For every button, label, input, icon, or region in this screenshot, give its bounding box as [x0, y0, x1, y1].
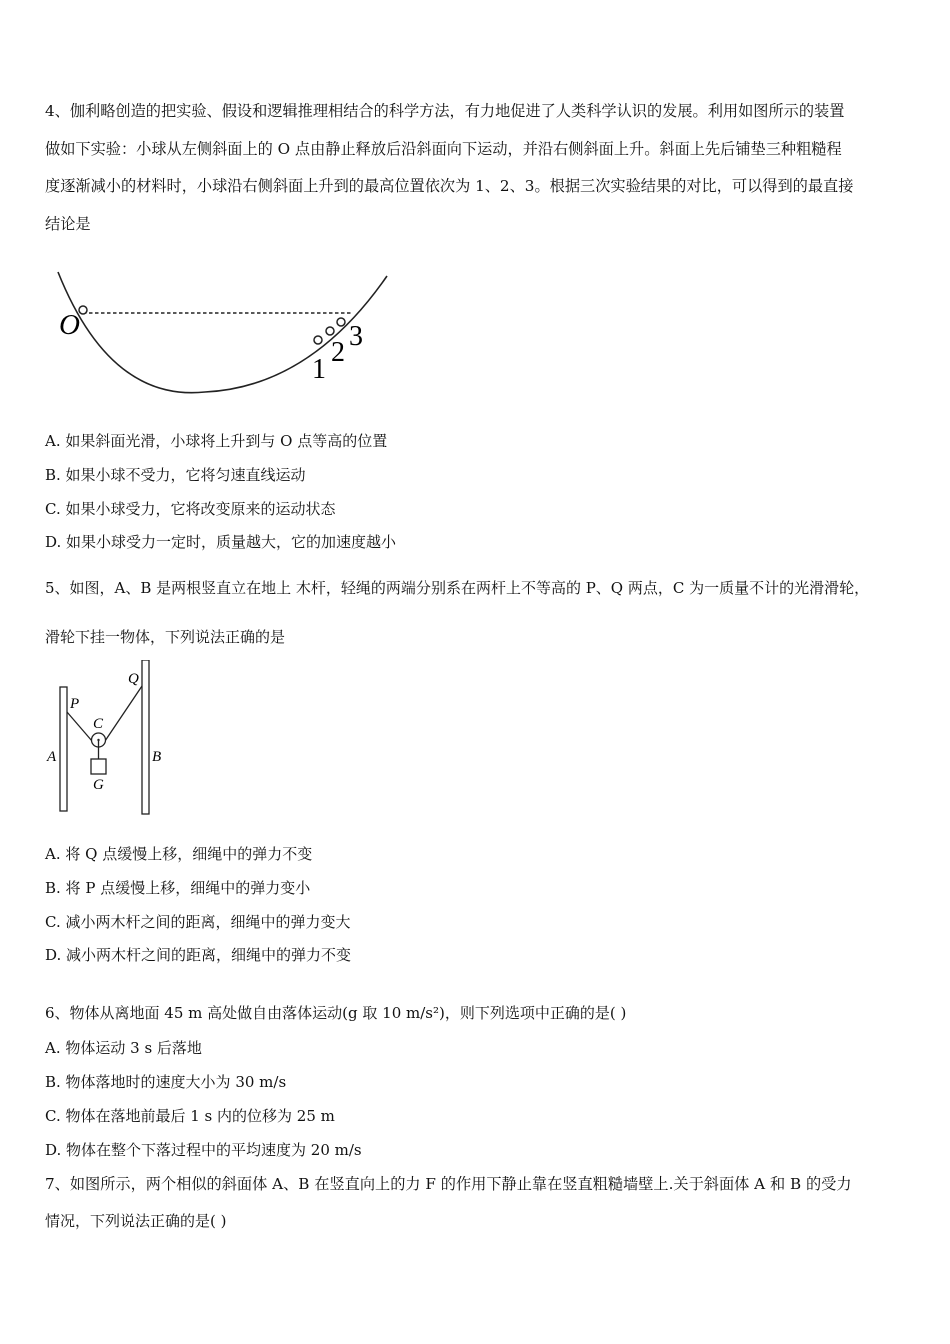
question-4-line-4: 结论是	[45, 214, 91, 233]
question-5-option-b: B. 将 P 点缓慢上移，细绳中的弹力变小	[45, 879, 311, 897]
question-5-option-d: D. 减小两木杆之间的距离，细绳中的弹力不变	[45, 946, 352, 964]
question-7-line-1: 7、如图所示，两个相似的斜面体 A、B 在竖直向上的力 F 的作用下静止靠在竖直粗糙墙壁上.关于斜面体 A 和 B 的受力	[45, 1175, 852, 1193]
question-6-option-d: D. 物体在整个下落过程中的平均速度为 20 m/s	[45, 1141, 362, 1159]
rope-C-to-Q	[105, 686, 142, 741]
label-P: P	[70, 696, 80, 712]
ball-position-3	[337, 318, 345, 326]
question-6-option-a: A. 物体运动 3 s 后落地	[45, 1039, 202, 1057]
question-4-option-b: B. 如果小球不受力，它将匀速直线运动	[45, 466, 306, 484]
question-4-option-d: D. 如果小球受力一定时，质量越大，它的加速度越小	[45, 533, 397, 551]
rope-P-to-C	[67, 712, 92, 741]
question-6-option-b: B. 物体落地时的速度大小为 30 m/s	[45, 1073, 287, 1091]
ball-position-1	[314, 336, 322, 344]
label-B: B	[152, 749, 162, 765]
rod-A	[60, 687, 67, 811]
question-6-stem: 6、物体从离地面 45 m 高处做自由落体运动(g 取 10 m/s²)，则下列选项中正确的是( )	[45, 1004, 627, 1022]
question-4-line-2: 做如下实验：小球从左侧斜面上的 O 点由静止释放后沿斜面向下运动，并沿右侧斜面上升。斜面上先后铺垫三种粗糙程	[45, 139, 842, 158]
question-4-stem	[45, 93, 853, 243]
label-3: 3	[349, 321, 363, 352]
question-7-line-2: 情况，下列说法正确的是( )	[45, 1212, 227, 1230]
question-4-figure	[50, 262, 400, 402]
question-4-line-3: 度逐渐减小的材料时，小球沿右侧斜面上升到的最高位置依次为 1、2、3。根据三次实验结果的对比，可以得到的最直接	[45, 177, 854, 195]
question-5-option-c: C. 减小两木杆之间的距离，细绳中的弹力变大	[45, 913, 351, 931]
question-5-option-a: A. 将 Q 点缓慢上移，细绳中的弹力不变	[45, 845, 313, 863]
weight-G	[91, 759, 106, 774]
question-5-figure	[40, 660, 180, 820]
ball-at-O	[79, 306, 87, 314]
label-G: G	[93, 777, 104, 793]
label-2: 2	[331, 337, 345, 368]
label-A: A	[47, 749, 57, 765]
curved-track	[58, 272, 387, 393]
question-4-line-1: 4、伽利略创造的把实验、假设和逻辑推理相结合的科学方法，有力地促进了人类科学认识的发展。利用如图所示的装置	[45, 102, 845, 120]
ball-position-2	[326, 327, 334, 335]
question-5-line-2: 滑轮下挂一物体，下列说法正确的是	[45, 628, 286, 646]
question-4-option-c: C. 如果小球受力，它将改变原来的运动状态	[45, 500, 336, 518]
label-C: C	[93, 716, 104, 732]
label-Q: Q	[128, 671, 139, 687]
question-5-line-1: 5、如图，A、B 是两根竖直立在地上 木杆，轻绳的两端分别系在两杆上不等高的 P、Q 两点，C 为一质量不计的光滑滑轮，	[45, 579, 870, 597]
question-4-option-a: A. 如果斜面光滑，小球将上升到与 O 点等高的位置	[45, 432, 388, 450]
question-6-option-c: C. 物体在落地前最后 1 s 内的位移为 25 m	[45, 1107, 335, 1125]
label-O: O	[59, 309, 80, 341]
rod-B	[142, 660, 149, 814]
label-1: 1	[312, 354, 326, 385]
